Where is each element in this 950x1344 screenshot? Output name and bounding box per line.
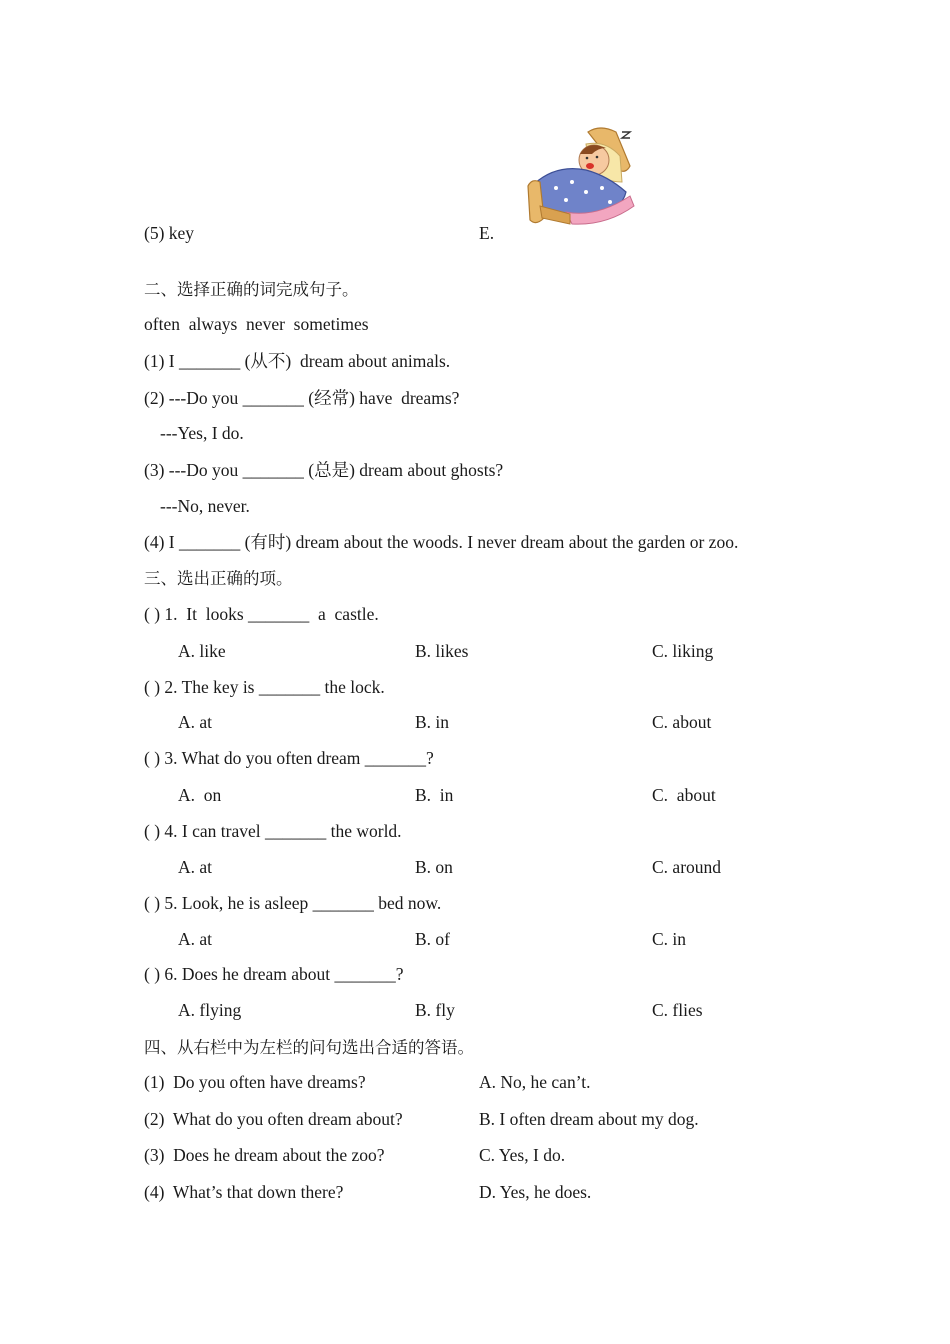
option-c: C. flies <box>652 1000 703 1020</box>
part1-item-5: (5) key <box>144 223 195 243</box>
option-a: A. at <box>178 712 213 732</box>
part2-question-2: (2) ---Do you _______ (经常) have dreams? <box>144 388 460 408</box>
part4-right-answer: B. I often dream about my dog. <box>479 1109 699 1129</box>
option-c: C. about <box>652 712 712 732</box>
option-c: C. in <box>652 929 687 949</box>
option-c: C. around <box>652 857 722 877</box>
part3-question: ( ) 1. It looks _______ a castle. <box>144 604 379 624</box>
part1-letter-e: E. <box>479 223 495 243</box>
part3-question: ( ) 4. I can travel _______ the world. <box>144 821 402 841</box>
option-a: A. at <box>178 857 213 877</box>
part2-answer-2: ---Yes, I do. <box>160 423 244 443</box>
part3-question: ( ) 3. What do you often dream _______? <box>144 748 434 768</box>
part4-left-question: (2) What do you often dream about? <box>144 1109 403 1129</box>
option-b: B. fly <box>415 1000 455 1020</box>
option-b: B. of <box>415 929 450 949</box>
part4-left-question: (4) What’s that down there? <box>144 1182 344 1202</box>
part3-question: ( ) 6. Does he dream about _______? <box>144 964 404 984</box>
part3-question: ( ) 2. The key is _______ the lock. <box>144 677 385 697</box>
option-a: A. like <box>178 641 226 661</box>
option-a: A. on <box>178 785 222 805</box>
part4-right-answer: A. No, he can’t. <box>479 1072 591 1092</box>
part2-question-1: (1) I _______ (从不) dream about animals. <box>144 351 451 371</box>
part3-heading: 三、选出正确的项。 <box>144 569 293 588</box>
part4-left-question: (3) Does he dream about the zoo? <box>144 1145 385 1165</box>
part4-heading: 四、从右栏中为左栏的问句选出合适的答语。 <box>144 1038 474 1057</box>
option-b: B. in <box>415 785 454 805</box>
part2-answer-3: ---No, never. <box>160 496 250 516</box>
option-c: C. liking <box>652 641 714 661</box>
part2-question-4: (4) I _______ (有时) dream about the woods. I never dream about the garden or zoo. <box>144 532 739 552</box>
option-a: A. at <box>178 929 213 949</box>
part2-heading: 二、选择正确的词完成句子。 <box>144 280 359 299</box>
word-bank: often always never sometimes <box>144 314 369 334</box>
part2-question-3: (3) ---Do you _______ (总是) dream about ghosts? <box>144 460 504 480</box>
part4-right-answer: C. Yes, I do. <box>479 1145 566 1165</box>
part4-right-answer: D. Yes, he does. <box>479 1182 592 1202</box>
option-c: C. about <box>652 785 716 805</box>
option-b: B. in <box>415 712 450 732</box>
option-b: B. likes <box>415 641 469 661</box>
sleeping-child-illustration <box>526 126 638 228</box>
option-b: B. on <box>415 857 453 877</box>
part3-question: ( ) 5. Look, he is asleep _______ bed now. <box>144 893 442 913</box>
option-a: A. flying <box>178 1000 242 1020</box>
part4-left-question: (1) Do you often have dreams? <box>144 1072 366 1092</box>
